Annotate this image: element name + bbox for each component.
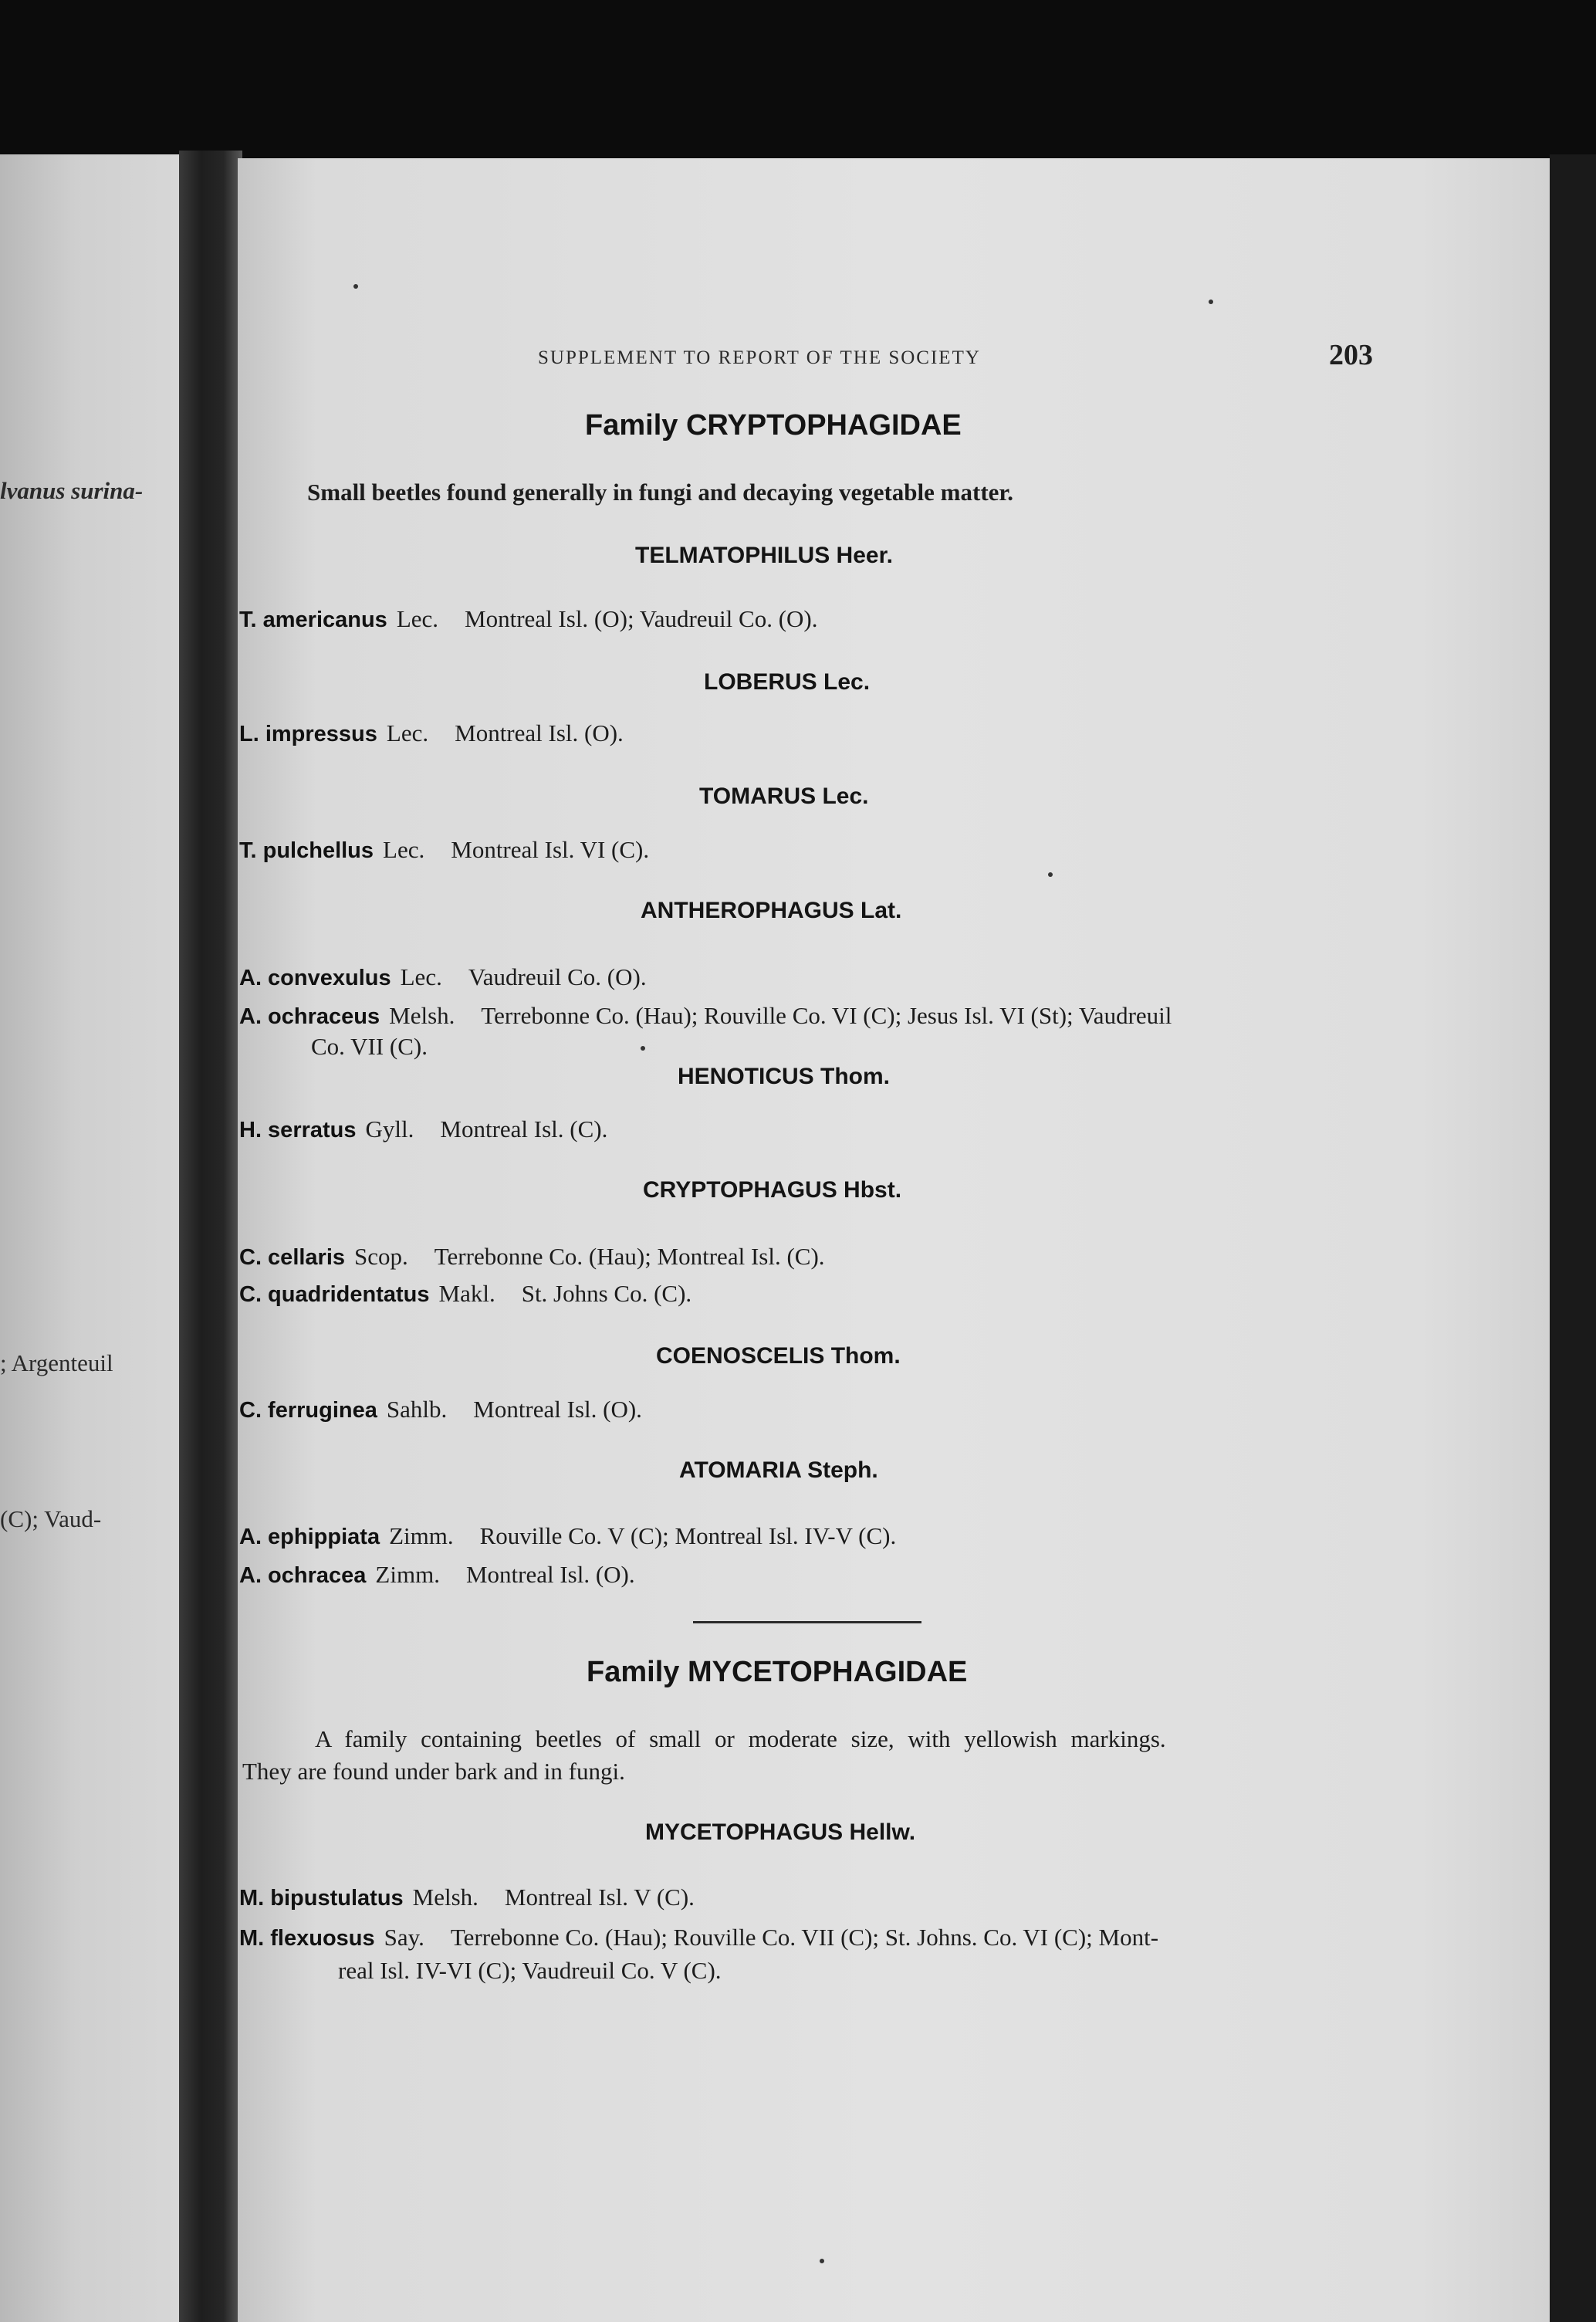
left-page-fragment: lvanus surina-	[0, 477, 144, 504]
species-author: Lec.	[396, 605, 439, 632]
species-entry	[239, 1280, 691, 1308]
species-entry	[239, 1115, 607, 1143]
family-description: Small beetles found generally in fungi and decaying vegetable matter.	[307, 479, 1014, 506]
left-page-fragment: ; Argenteuil	[0, 1349, 113, 1376]
species-name: A. ochracea	[239, 1563, 367, 1588]
species-name: A. ephippiata	[239, 1525, 380, 1549]
species-localities: Terrebonne Co. (Hau); Rouville Co. VI (C); Jesus Isl. VI (St); Vaudreuil	[481, 1002, 1172, 1029]
species-author: Melsh.	[389, 1002, 455, 1029]
species-localities: Montreal Isl. (O).	[455, 719, 624, 746]
species-localities: Vaudreuil Co. (O).	[468, 963, 647, 990]
species-name: H. serratus	[239, 1118, 357, 1142]
species-entry	[239, 1884, 695, 1911]
species-entry	[239, 1396, 642, 1423]
species-entry	[239, 719, 624, 747]
genus-heading: CRYPTOPHAGUS Hbst.	[643, 1177, 902, 1203]
species-localities: Terrebonne Co. (Hau); Rouville Co. VII (C); St. Johns. Co. VI (C); Mont-	[450, 1924, 1159, 1951]
species-author: Say.	[384, 1924, 424, 1951]
scan-right-border	[1550, 154, 1596, 2322]
species-entry	[239, 605, 818, 633]
genus-heading: COENOSCELIS Thom.	[656, 1343, 901, 1369]
scan-top-border	[0, 0, 1596, 158]
species-entry	[239, 1522, 896, 1550]
speck	[1048, 872, 1053, 877]
genus-heading: ANTHEROPHAGUS Lat.	[641, 898, 902, 923]
species-name: C. cellaris	[239, 1245, 346, 1270]
genus-heading: TELMATOPHILUS Heer.	[635, 543, 893, 568]
species-entry	[239, 1924, 1158, 1951]
family-heading: Family MYCETOPHAGIDAE	[587, 1656, 968, 1688]
species-author: Lec.	[400, 963, 442, 990]
speck	[641, 1046, 645, 1051]
species-name: A. convexulus	[239, 966, 391, 990]
species-author: Makl.	[438, 1280, 495, 1307]
species-name: C. ferruginea	[239, 1398, 377, 1423]
species-name: C. quadridentatus	[239, 1282, 430, 1307]
genus-heading: LOBERUS Lec.	[704, 669, 871, 695]
family-description-continued: They are found under bark and in fungi.	[242, 1758, 625, 1785]
family-description: A family containing beetles of small or moderate size, with yellowish markings.	[315, 1725, 1166, 1752]
species-entry	[239, 836, 649, 864]
genus-heading: MYCETOPHAGUS Hellw.	[645, 1819, 916, 1845]
species-localities: Montreal Isl. V (C).	[504, 1884, 695, 1911]
species-localities: St. Johns Co. (C).	[521, 1280, 692, 1307]
species-localities: Montreal Isl. (C).	[440, 1115, 608, 1142]
species-author: Lec.	[383, 836, 425, 863]
running-header: SUPPLEMENT TO REPORT OF THE SOCIETY	[538, 347, 981, 368]
species-name: L. impressus	[239, 722, 377, 746]
species-localities: Terrebonne Co. (Hau); Montreal Isl. (C).	[434, 1243, 825, 1270]
genus-heading: ATOMARIA Steph.	[679, 1457, 878, 1483]
species-entry	[239, 1561, 635, 1589]
species-author: Sahlb.	[386, 1396, 448, 1423]
species-localities: Montreal Isl. (O).	[465, 1561, 635, 1588]
species-localities-continued: Co. VII (C).	[311, 1033, 428, 1060]
genus-heading: TOMARUS Lec.	[699, 784, 869, 809]
genus-heading: HENOTICUS Thom.	[678, 1064, 890, 1089]
species-localities: Montreal Isl. VI (C).	[451, 836, 650, 863]
species-author: Gyll.	[365, 1115, 414, 1142]
speck	[820, 2259, 824, 2263]
species-entry	[239, 1243, 825, 1271]
species-name: M. bipustulatus	[239, 1886, 404, 1911]
species-localities: Montreal Isl. (O); Vaudreuil Co. (O).	[465, 605, 818, 632]
species-localities: Rouville Co. V (C); Montreal Isl. IV-V (C).	[479, 1522, 897, 1549]
species-localities-continued: real Isl. IV-VI (C); Vaudreuil Co. V (C).	[338, 1957, 722, 1984]
page-number: 203	[1329, 339, 1373, 371]
species-name: T. pulchellus	[239, 838, 374, 863]
species-entry	[239, 963, 647, 991]
species-author: Scop.	[354, 1243, 408, 1270]
species-author: Zimm.	[389, 1522, 454, 1549]
left-page-fragment: (C); Vaud-	[0, 1505, 102, 1532]
species-author: Lec.	[386, 719, 429, 746]
family-heading: Family CRYPTOPHAGIDAE	[585, 409, 962, 442]
species-name: A. ochraceus	[239, 1004, 380, 1029]
species-name: M. flexuosus	[239, 1926, 375, 1951]
speck	[1209, 300, 1213, 304]
speck	[353, 284, 358, 289]
book-gutter	[179, 151, 242, 2322]
species-name: T. americanus	[239, 608, 387, 632]
species-author: Zimm.	[375, 1561, 440, 1588]
species-author: Melsh.	[412, 1884, 478, 1911]
species-localities: Montreal Isl. (O).	[473, 1396, 642, 1423]
section-divider	[693, 1621, 921, 1623]
species-entry	[239, 1002, 1172, 1030]
